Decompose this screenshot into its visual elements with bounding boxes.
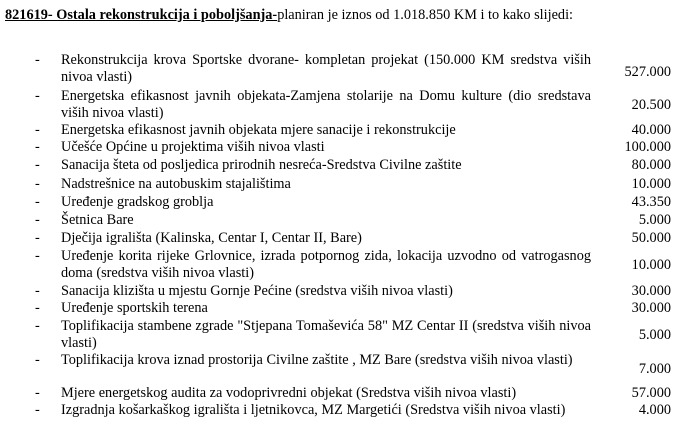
item-text: Izgradnja košarkaškog igrališta i ljetnikovca, MZ Margetići (Sredstva viših nivoa vlasti) [61,402,566,418]
item-text: Učešće Općine u projektima viših nivoa vlasti [61,139,325,155]
bullet-dash: - [35,52,40,68]
bullet-dash: - [35,283,40,299]
item-text: Toplifikacija stambene zgrade "Stjepana Tomaševića 58" MZ Centar II (sredstva viših nivoa vlasti) [61,318,591,351]
item-amount: 10.000 [631,257,671,273]
item-text: Rekonstrukcija krova Sportske dvorane- kompletan projekat (150.000 KM sredstva viših nivoa vlasti) [61,52,591,85]
bullet-dash: - [35,385,40,401]
item-text: Toplifikacija krova iznad prostorija Civilne zaštite , MZ Bare (sredstva viših nivoa vlasti) [61,352,573,368]
item-amount: 43.350 [631,194,671,210]
item-amount: 5.000 [638,212,671,228]
item-text: Energetska efikasnost javnih objekata mjere sanacije i rekonstrukcije [61,122,456,138]
item-amount: 30.000 [631,300,671,316]
item-amount: 20.500 [631,97,671,113]
item-text: Sanacija klizišta u mjestu Gornje Pećine (sredstva viših nivoa vlasti) [61,283,453,299]
item-text: Uređenje korita rijeke Grlovnice, izrada potpornog zida, lokacija uzvodno od vatrogasnog doma (sredstva viših nivoa vlasti) [61,248,591,281]
bullet-dash: - [35,122,40,138]
bullet-dash: - [35,248,40,264]
heading-description: planiran je iznos od 1.018.850 KM i to kako slijedi: [277,7,574,23]
item-amount: 4.000 [638,402,671,418]
item-amount: 30.000 [631,283,671,299]
bullet-dash: - [35,212,40,228]
bullet-dash: - [35,176,40,192]
bullet-dash: - [35,230,40,246]
bullet-dash: - [35,194,40,210]
item-amount: 57.000 [631,385,671,401]
item-text: Energetska efikasnost javnih objekata-Zamjena stolarije na Domu kulture (dio sredstava viših nivoa vlasti) [61,88,591,121]
item-amount: 50.000 [631,230,671,246]
bullet-dash: - [35,88,40,104]
item-text: Sanacija šteta od posljedica prirodnih nesreća-Sredstva Civilne zaštite [61,157,462,173]
bullet-dash: - [35,300,40,316]
item-text: Uređenje sportskih terena [61,300,208,316]
bullet-dash: - [35,402,40,418]
item-amount: 100.000 [624,139,671,155]
item-text: Uređenje gradskog groblja [61,194,214,210]
bullet-dash: - [35,352,40,368]
item-text: Nadstrešnice na autobuskim stajalištima [61,176,291,192]
item-text: Dječija igrališta (Kalinska, Centar I, Centar II, Bare) [61,230,362,246]
item-amount: 40.000 [631,122,671,138]
item-text: Mjere energetskog audita za vodoprivredni objekat (Sredstva viših nivoa vlasti) [61,385,517,401]
item-text: Šetnica Bare [61,212,134,228]
item-amount: 10.000 [631,176,671,192]
bullet-dash: - [35,157,40,173]
item-amount: 7.000 [638,361,671,377]
item-amount: 5.000 [638,327,671,343]
heading-code-title: 821619- Ostala rekonstrukcija i poboljšanja- [5,7,278,23]
item-amount: 527.000 [624,64,671,80]
bullet-dash: - [35,318,40,334]
item-amount: 80.000 [631,157,671,173]
bullet-dash: - [35,139,40,155]
